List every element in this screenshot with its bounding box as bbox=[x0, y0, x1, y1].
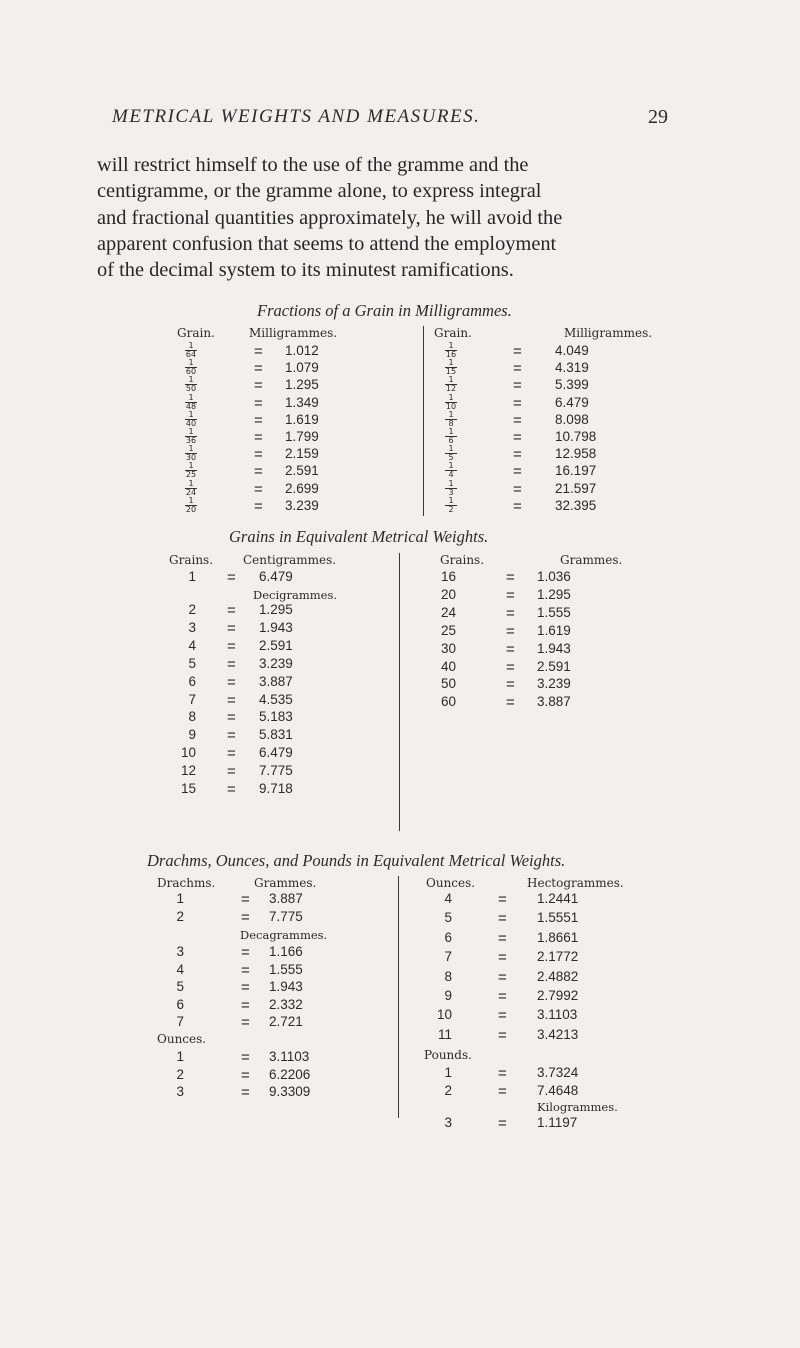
grains-value: 3.239 bbox=[259, 655, 293, 671]
equals-sign: = bbox=[254, 411, 263, 429]
fraction-numerator: 1 bbox=[445, 480, 457, 489]
table1-left-header-grain: Grain. bbox=[177, 326, 215, 340]
equals-sign: = bbox=[506, 569, 515, 586]
fraction bbox=[181, 411, 201, 428]
fraction bbox=[441, 445, 461, 462]
fraction-denominator: 3 bbox=[448, 487, 454, 497]
pounds-label: 1 bbox=[444, 1065, 452, 1080]
grains-label: 9 bbox=[188, 727, 196, 743]
drachms-label: 5 bbox=[176, 979, 184, 995]
table2-left-header-grains: Grains. bbox=[169, 553, 214, 567]
value: 32.395 bbox=[555, 497, 597, 513]
grains-label: 20 bbox=[440, 586, 456, 602]
ounces-value: 1.2441 bbox=[537, 891, 579, 906]
equals-sign: = bbox=[513, 360, 522, 378]
table2-left-header-centigrammes: Centigrammes. bbox=[243, 553, 337, 567]
equals-sign: = bbox=[513, 463, 522, 481]
equals-sign: = bbox=[498, 968, 507, 986]
table3-right-header-hectogrammes: Hectogrammes. bbox=[527, 876, 624, 890]
table3-left-header-drachms: Drachms. bbox=[157, 876, 216, 890]
equals-sign: = bbox=[498, 1065, 507, 1082]
fraction bbox=[181, 480, 201, 497]
table1-divider bbox=[423, 326, 424, 516]
fraction-denominator: 6 bbox=[448, 436, 454, 445]
equals-sign: = bbox=[227, 673, 236, 691]
ounces-label: 1 bbox=[176, 1049, 184, 1064]
equals-sign: = bbox=[227, 763, 236, 781]
grains-label: 24 bbox=[440, 604, 456, 620]
fraction bbox=[181, 497, 201, 514]
table1-title: Fractions of a Grain in Milligrammes. bbox=[257, 301, 512, 320]
pounds-value: 7.4648 bbox=[537, 1083, 579, 1098]
equals-sign: = bbox=[227, 745, 236, 763]
drachms-value: 2.332 bbox=[269, 996, 303, 1012]
fraction bbox=[181, 359, 201, 376]
table3-left-header-grammes: Grammes. bbox=[254, 876, 317, 890]
equals-sign: = bbox=[241, 1014, 250, 1032]
grains-value: 4.535 bbox=[259, 691, 293, 707]
grains-label: 50 bbox=[440, 676, 456, 692]
equals-sign: = bbox=[513, 497, 522, 515]
fraction-denominator: 64 bbox=[185, 350, 197, 359]
intro-paragraph: will restrict himself to the use of the gramme and the centigramme, or the gramme alone, to express integral and fractional quantities approximately, he will avoid the apparent confusion that seems to attend the employment of the decimal system to its minutest ramifications. bbox=[97, 154, 563, 282]
grains-value: 1.943 bbox=[537, 640, 571, 656]
value: 10.798 bbox=[555, 429, 597, 444]
fraction-denominator: 60 bbox=[185, 367, 197, 377]
ounces-value: 6.2206 bbox=[269, 1066, 311, 1082]
fraction-denominator: 25 bbox=[185, 470, 197, 480]
fraction bbox=[441, 480, 461, 497]
fraction-denominator: 40 bbox=[185, 418, 197, 428]
fraction-numerator: 1 bbox=[185, 445, 197, 454]
equals-sign: = bbox=[498, 929, 507, 947]
grains-label: 2 bbox=[188, 602, 196, 617]
fraction bbox=[441, 376, 461, 393]
drachms-label: 3 bbox=[176, 944, 184, 959]
value: 1.799 bbox=[285, 429, 319, 444]
fraction-denominator: 24 bbox=[185, 487, 197, 497]
fraction-numerator: 1 bbox=[185, 497, 197, 506]
value: 5.399 bbox=[555, 377, 589, 393]
fraction bbox=[441, 342, 461, 359]
grains-value: 3.239 bbox=[537, 676, 571, 692]
pounds-value: 3.7324 bbox=[537, 1065, 579, 1080]
table1-right-header-grain: Grain. bbox=[434, 326, 472, 340]
drachms-value: 7.775 bbox=[269, 909, 303, 924]
equals-sign: = bbox=[498, 949, 507, 967]
value: 1.349 bbox=[285, 394, 319, 410]
fraction-numerator: 1 bbox=[445, 342, 457, 351]
fraction bbox=[181, 376, 201, 393]
equals-sign: = bbox=[513, 480, 522, 498]
drachms-label: 4 bbox=[176, 961, 184, 977]
table3-right-header-ounces: Ounces. bbox=[426, 876, 476, 890]
ounces-value: 9.3309 bbox=[269, 1084, 311, 1100]
fraction bbox=[441, 497, 461, 514]
ounces-label: 10 bbox=[436, 1007, 452, 1023]
fraction-numerator: 1 bbox=[445, 428, 457, 437]
table2-right-header-grains: Grains. bbox=[440, 553, 485, 567]
grains-value: 1.036 bbox=[537, 569, 571, 584]
fraction-denominator: 5 bbox=[448, 453, 454, 463]
equals-sign: = bbox=[498, 1007, 507, 1025]
fraction-numerator: 1 bbox=[445, 376, 457, 385]
fraction bbox=[441, 428, 461, 445]
equals-sign: = bbox=[241, 909, 250, 926]
equals-sign: = bbox=[227, 709, 236, 727]
equals-sign: = bbox=[241, 996, 250, 1014]
equals-sign: = bbox=[506, 604, 515, 622]
equals-sign: = bbox=[254, 394, 263, 412]
grains-value: 6.479 bbox=[259, 745, 293, 761]
grains-value: 2.591 bbox=[259, 637, 293, 653]
value: 3.239 bbox=[285, 497, 319, 513]
ounces-label: 8 bbox=[444, 968, 452, 984]
value: 21.597 bbox=[555, 480, 597, 496]
table2-divider bbox=[399, 553, 400, 831]
fraction bbox=[441, 411, 461, 428]
equals-sign: = bbox=[254, 429, 263, 446]
equals-sign: = bbox=[506, 622, 515, 640]
ounces-value: 3.4213 bbox=[537, 1026, 579, 1042]
fraction-denominator: 8 bbox=[448, 418, 454, 428]
grains-value: 1.295 bbox=[259, 602, 293, 617]
grains-label: 8 bbox=[188, 709, 196, 725]
fraction bbox=[441, 359, 461, 376]
value: 1.079 bbox=[285, 360, 319, 376]
equals-sign: = bbox=[513, 411, 522, 429]
equals-sign: = bbox=[241, 961, 250, 979]
grains-value: 5.183 bbox=[259, 709, 293, 725]
table3-title: Drachms, Ounces, and Pounds in Equivalent Metrical Weights. bbox=[147, 851, 566, 870]
table1-right-header-milligrammes: Milligrammes. bbox=[564, 326, 653, 340]
fraction-numerator: 1 bbox=[185, 480, 197, 489]
centigrammes-value: 6.479 bbox=[259, 569, 293, 584]
fraction bbox=[441, 394, 461, 411]
grains-value: 9.718 bbox=[259, 781, 293, 796]
fraction-numerator: 1 bbox=[445, 445, 457, 454]
value: 12.958 bbox=[555, 446, 597, 462]
ounces-label: 2 bbox=[176, 1066, 184, 1082]
table3-right-subheader-kilogrammes: Kilogrammes. bbox=[537, 1100, 618, 1114]
equals-sign: = bbox=[513, 446, 522, 464]
drachms-value: 2.721 bbox=[269, 1014, 303, 1030]
equals-sign: = bbox=[506, 640, 515, 658]
fraction bbox=[181, 394, 201, 411]
grains-label: 4 bbox=[188, 637, 196, 653]
fraction-numerator: 1 bbox=[445, 359, 457, 368]
fraction-numerator: 1 bbox=[445, 411, 457, 420]
fraction-denominator: 36 bbox=[185, 436, 197, 445]
fraction-denominator: 48 bbox=[185, 401, 197, 411]
equals-sign: = bbox=[227, 637, 236, 655]
equals-sign: = bbox=[498, 988, 507, 1005]
table1-left-header-milligrammes: Milligrammes. bbox=[249, 326, 338, 340]
fraction-denominator: 20 bbox=[185, 504, 197, 514]
ounces-label: 4 bbox=[444, 891, 452, 906]
fraction-denominator: 16 bbox=[445, 350, 457, 359]
grains-label: 25 bbox=[440, 622, 456, 638]
grains-value: 5.831 bbox=[259, 727, 293, 743]
fraction-numerator: 1 bbox=[185, 342, 197, 351]
grains-label: 1 bbox=[188, 569, 196, 584]
equals-sign: = bbox=[254, 497, 263, 515]
table2-left-subheader-decigrammes: Decigrammes. bbox=[253, 588, 338, 602]
fraction-denominator: 50 bbox=[185, 384, 197, 394]
equals-sign: = bbox=[506, 586, 515, 604]
drachms-value: 1.555 bbox=[269, 961, 303, 977]
value: 1.295 bbox=[285, 377, 319, 393]
fraction bbox=[441, 462, 461, 479]
table3-left-subheader-ounces: Ounces. bbox=[157, 1032, 207, 1046]
equals-sign: = bbox=[241, 891, 250, 908]
ounces-label: 5 bbox=[444, 910, 452, 926]
fraction bbox=[181, 342, 201, 359]
drachms-label: 7 bbox=[176, 1014, 184, 1030]
grains-label: 30 bbox=[440, 640, 456, 656]
value: 4.049 bbox=[555, 343, 589, 358]
table2-title: Grains in Equivalent Metrical Weights. bbox=[229, 527, 489, 546]
fraction bbox=[181, 462, 201, 479]
equals-sign: = bbox=[254, 446, 263, 464]
equals-sign: = bbox=[227, 655, 236, 673]
ounces-value: 3.1103 bbox=[537, 1007, 578, 1023]
fraction-numerator: 1 bbox=[185, 359, 197, 368]
drachms-value: 3.887 bbox=[269, 891, 303, 906]
drachms-value: 1.943 bbox=[269, 979, 303, 995]
equals-sign: = bbox=[227, 602, 236, 619]
value: 1.012 bbox=[285, 343, 319, 358]
equals-sign: = bbox=[227, 727, 236, 745]
grains-value: 1.943 bbox=[259, 619, 293, 635]
equals-sign: = bbox=[498, 1083, 507, 1100]
grains-value: 1.295 bbox=[537, 586, 571, 602]
equals-sign: = bbox=[513, 377, 522, 395]
value: 2.699 bbox=[285, 480, 319, 496]
table3-right-subheader-pounds: Pounds. bbox=[424, 1048, 472, 1062]
grains-value: 1.555 bbox=[537, 604, 571, 620]
ounces-label: 9 bbox=[444, 988, 452, 1003]
ounces-value: 3.1103 bbox=[269, 1049, 310, 1064]
ounces-label: 6 bbox=[444, 929, 452, 945]
drachms-label: 2 bbox=[176, 909, 184, 924]
pounds-value: 1.1197 bbox=[537, 1115, 578, 1130]
drachms-label: 1 bbox=[176, 891, 184, 906]
fraction-denominator: 15 bbox=[445, 367, 457, 377]
equals-sign: = bbox=[513, 343, 522, 360]
page-number: 29 bbox=[648, 106, 668, 128]
equals-sign: = bbox=[254, 463, 263, 481]
pounds-label: 2 bbox=[444, 1083, 452, 1098]
fraction-numerator: 1 bbox=[445, 462, 457, 471]
equals-sign: = bbox=[254, 343, 263, 360]
table3-divider bbox=[398, 876, 399, 1118]
value: 2.591 bbox=[285, 463, 319, 479]
value: 6.479 bbox=[555, 394, 589, 410]
value: 8.098 bbox=[555, 411, 589, 427]
fraction-numerator: 1 bbox=[445, 497, 457, 506]
equals-sign: = bbox=[241, 1049, 250, 1066]
equals-sign: = bbox=[227, 619, 236, 637]
equals-sign: = bbox=[227, 781, 236, 798]
equals-sign: = bbox=[513, 394, 522, 412]
ounces-value: 1.8661 bbox=[537, 929, 579, 945]
ounces-label: 7 bbox=[444, 949, 452, 965]
fraction-numerator: 1 bbox=[185, 376, 197, 385]
drachms-value: 1.166 bbox=[269, 944, 303, 959]
grains-label: 6 bbox=[188, 673, 196, 689]
fraction-denominator: 4 bbox=[448, 470, 454, 480]
value: 2.159 bbox=[285, 446, 319, 462]
fraction-denominator: 30 bbox=[185, 453, 197, 463]
value: 1.619 bbox=[285, 411, 319, 427]
equals-sign: = bbox=[254, 377, 263, 395]
equals-sign: = bbox=[254, 480, 263, 498]
fraction-denominator: 10 bbox=[445, 401, 457, 411]
table3-left-subheader-decagrammes: Decagrammes. bbox=[240, 928, 328, 942]
grains-label: 12 bbox=[180, 763, 196, 779]
ounces-value: 2.1772 bbox=[537, 949, 579, 965]
equals-sign: = bbox=[506, 694, 515, 712]
equals-sign: = bbox=[241, 1066, 250, 1084]
fraction-denominator: 2 bbox=[448, 504, 454, 514]
equals-sign: = bbox=[241, 979, 250, 997]
equals-sign: = bbox=[498, 1026, 507, 1044]
value: 4.319 bbox=[555, 360, 589, 376]
equals-sign: = bbox=[498, 1115, 507, 1132]
ounces-value: 1.5551 bbox=[537, 910, 579, 926]
equals-sign: = bbox=[227, 569, 236, 586]
grains-label: 15 bbox=[180, 781, 196, 796]
grains-label: 3 bbox=[188, 619, 196, 635]
fraction bbox=[181, 445, 201, 462]
drachms-label: 6 bbox=[176, 996, 184, 1012]
value: 16.197 bbox=[555, 463, 597, 479]
equals-sign: = bbox=[498, 891, 507, 908]
grains-value: 2.591 bbox=[537, 658, 571, 674]
fraction-numerator: 1 bbox=[185, 428, 197, 437]
fraction-numerator: 1 bbox=[185, 462, 197, 471]
grains-value: 3.887 bbox=[537, 694, 571, 710]
grains-value: 7.775 bbox=[259, 763, 293, 779]
grains-label: 40 bbox=[440, 658, 456, 674]
equals-sign: = bbox=[498, 910, 507, 928]
pounds-label: 3 bbox=[444, 1115, 452, 1130]
fraction-denominator: 12 bbox=[445, 384, 457, 394]
grains-value: 3.887 bbox=[259, 673, 293, 689]
equals-sign: = bbox=[254, 360, 263, 378]
ounces-value: 2.7992 bbox=[537, 988, 579, 1003]
running-head: METRICAL WEIGHTS AND MEASURES. bbox=[112, 106, 481, 127]
grains-label: 60 bbox=[440, 694, 456, 710]
ounces-label: 3 bbox=[176, 1084, 184, 1100]
fraction bbox=[181, 428, 201, 445]
grains-label: 16 bbox=[440, 569, 456, 584]
equals-sign: = bbox=[227, 691, 236, 709]
equals-sign: = bbox=[241, 1084, 250, 1102]
grains-value: 1.619 bbox=[537, 622, 571, 638]
grains-label: 7 bbox=[188, 691, 196, 707]
fraction-numerator: 1 bbox=[445, 394, 457, 403]
grains-label: 5 bbox=[188, 655, 196, 671]
ounces-value: 2.4882 bbox=[537, 968, 579, 984]
equals-sign: = bbox=[506, 658, 515, 676]
equals-sign: = bbox=[506, 676, 515, 694]
ounces-label: 11 bbox=[437, 1026, 452, 1042]
table2-right-header-grammes: Grammes. bbox=[560, 553, 623, 567]
fraction-numerator: 1 bbox=[185, 394, 197, 403]
fraction-numerator: 1 bbox=[185, 411, 197, 420]
grains-label: 10 bbox=[180, 745, 196, 761]
equals-sign: = bbox=[513, 429, 522, 446]
equals-sign: = bbox=[241, 944, 250, 961]
